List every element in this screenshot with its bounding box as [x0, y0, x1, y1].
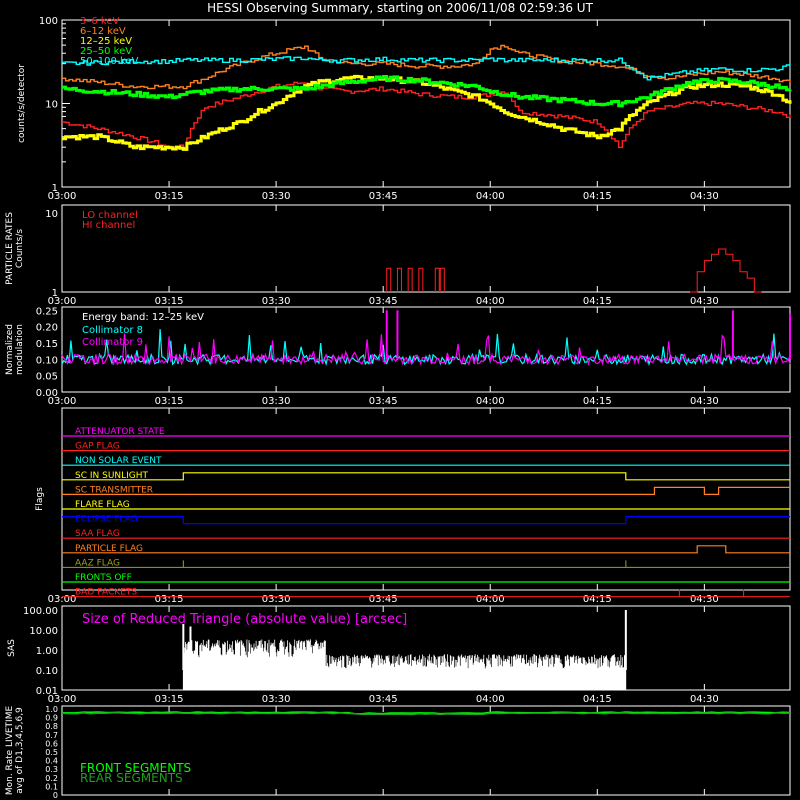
y-tick-label: 0.3 [45, 765, 58, 775]
x-tick-label: 04:30 [689, 396, 719, 407]
flag-label: ECLIPSE FLAG [75, 514, 138, 525]
x-tick-label: 03:00 [47, 191, 77, 202]
flag-label: ATTENUATOR STATE [75, 427, 165, 437]
flag-label: NON SOLAR EVENT [75, 456, 162, 467]
flag-label: SC IN SUNLIGHT [75, 470, 149, 481]
x-tick-label: 04:30 [689, 191, 719, 202]
x-tick-label: 04:00 [475, 296, 505, 307]
flag-label: SAA FLAG [75, 529, 120, 540]
legend-entry: Collimator 8 [82, 325, 143, 336]
y-tick-label: 1 [51, 183, 58, 194]
x-tick-label: 03:15 [154, 191, 184, 202]
x-tick-label: 03:45 [368, 694, 398, 705]
y-tick-label: 100.00 [23, 606, 58, 617]
sas-series [183, 639, 626, 690]
x-tick-label: 03:00 [47, 396, 77, 407]
y-axis-label: Counts/s [15, 228, 25, 269]
x-tick-label: 04:00 [475, 594, 505, 605]
y-tick-label: 0.01 [35, 686, 58, 697]
flag-label: GAP FLAG [75, 441, 120, 452]
legend-entry: 50–100 keV [80, 56, 139, 67]
y-tick-label: 0.6 [45, 739, 58, 749]
x-tick-label: 03:45 [368, 594, 398, 605]
x-tick-label: 03:45 [368, 296, 398, 307]
x-tick-label: 03:15 [154, 396, 184, 407]
panel-0-frame [62, 20, 790, 187]
x-tick-label: 03:15 [154, 694, 184, 705]
series-line-1 [62, 46, 790, 89]
flag-label: BAD PACKETS [75, 587, 138, 598]
flag-label: PARTICLE FLAG [75, 543, 143, 554]
legend-entry: 3–6 keV [80, 16, 120, 27]
y-tick-label: 0.15 [35, 338, 58, 350]
x-tick-label: 04:30 [689, 594, 719, 605]
lo-spike [387, 268, 391, 292]
flag-line [62, 514, 790, 525]
y-tick-label: 10.00 [29, 626, 58, 637]
chart-title: HESSI Observing Summary, starting on 2006/11/08 02:59:36 UT [207, 1, 593, 15]
x-tick-label: 03:45 [368, 396, 398, 407]
legend-entry: Collimator 9 [82, 337, 143, 348]
y-tick-label: 0.20 [35, 322, 58, 334]
y-tick-label: 0.05 [35, 371, 58, 383]
lo-spike [397, 268, 401, 292]
y-axis-label: avg of D1,3,4,5,6,9 [15, 707, 25, 794]
x-tick-label: 03:15 [154, 594, 184, 605]
flag-line [62, 487, 790, 494]
panel-1-frame [62, 205, 790, 292]
y-tick-label: 0.4 [45, 756, 58, 766]
x-tick-label: 03:30 [261, 694, 291, 705]
sas-annotation: Size of Reduced Triangle (absolute value) [arcsec] [82, 612, 408, 627]
y-tick-label: 0.1 [45, 782, 58, 792]
y-tick-label: 0.9 [45, 713, 58, 723]
y-axis-label: Normalized [5, 323, 15, 376]
legend-entry: REAR SEGMENTS [80, 771, 183, 785]
flag-label: FRONTS OFF [75, 573, 132, 583]
lo-spike [408, 268, 412, 292]
y-tick-label: 1 [51, 288, 58, 299]
x-tick-label: 03:00 [47, 694, 77, 705]
x-tick-label: 04:15 [582, 191, 612, 202]
lo-spike [419, 268, 423, 292]
y-tick-label: 0.7 [45, 730, 58, 740]
x-tick-label: 04:30 [689, 694, 719, 705]
y-tick-label: 0.00 [35, 388, 58, 399]
y-tick-label: 10 [45, 99, 58, 111]
y-tick-label: 1.0 [45, 705, 58, 714]
y-tick-label: 1.00 [35, 646, 58, 657]
x-tick-label: 04:15 [582, 594, 612, 605]
y-axis-label: counts/s/detector [17, 64, 27, 143]
flag-line [62, 543, 790, 554]
x-tick-label: 03:15 [154, 296, 184, 307]
y-tick-label: 0.5 [45, 748, 58, 757]
flag-label: AAZ FLAG [75, 558, 120, 569]
x-tick-label: 03:30 [261, 396, 291, 407]
lo-spike [440, 268, 444, 292]
y-axis-label: Flags [35, 487, 45, 511]
x-tick-label: 03:30 [261, 594, 291, 605]
y-tick-label: 10 [45, 209, 58, 220]
flag-label: SC TRANSMITTER [75, 485, 154, 496]
flag-label: FLARE FLAG [75, 500, 130, 510]
panel-3-frame [62, 408, 790, 590]
legend-entry: LO channel [82, 210, 138, 221]
y-tick-label: 100 [38, 16, 58, 27]
y-tick-label: 0.8 [45, 722, 58, 732]
y-tick-label: 0 [52, 791, 58, 800]
x-tick-label: 03:45 [368, 191, 398, 202]
x-tick-label: 03:00 [47, 296, 77, 307]
legend-entry: 12–25 keV [80, 36, 133, 47]
legend-entry: HI channel [82, 220, 136, 231]
x-tick-label: 04:15 [582, 296, 612, 307]
y-tick-label: 0.10 [35, 355, 58, 367]
x-tick-label: 04:00 [475, 694, 505, 705]
y-tick-label: 0.25 [35, 306, 58, 318]
energy-band-label: Energy band: 12–25 keV [82, 312, 204, 323]
x-tick-label: 04:00 [475, 191, 505, 202]
y-tick-label: 0.10 [35, 666, 58, 677]
x-tick-label: 04:30 [689, 296, 719, 307]
legend-entry: FRONT SEGMENTS [80, 761, 192, 775]
legend-entry: 25–50 keV [80, 46, 133, 57]
flag-line [62, 470, 790, 481]
lo-spike [435, 268, 439, 292]
y-axis-label: modulation [15, 324, 25, 375]
y-axis-label: Mon. Rate LIVETIME [5, 705, 15, 796]
legend-entry: 6–12 keV [80, 26, 126, 37]
hi-profile [690, 249, 761, 292]
y-axis-label: PARTICLE RATES [5, 212, 15, 285]
y-axis-label: SAS [7, 639, 17, 657]
x-tick-label: 04:15 [582, 396, 612, 407]
x-tick-label: 03:30 [261, 191, 291, 202]
x-tick-label: 04:15 [582, 694, 612, 705]
x-tick-label: 03:30 [261, 296, 291, 307]
x-tick-label: 04:00 [475, 396, 505, 407]
x-tick-label: 03:00 [47, 594, 77, 605]
y-tick-label: 0.2 [45, 773, 58, 783]
